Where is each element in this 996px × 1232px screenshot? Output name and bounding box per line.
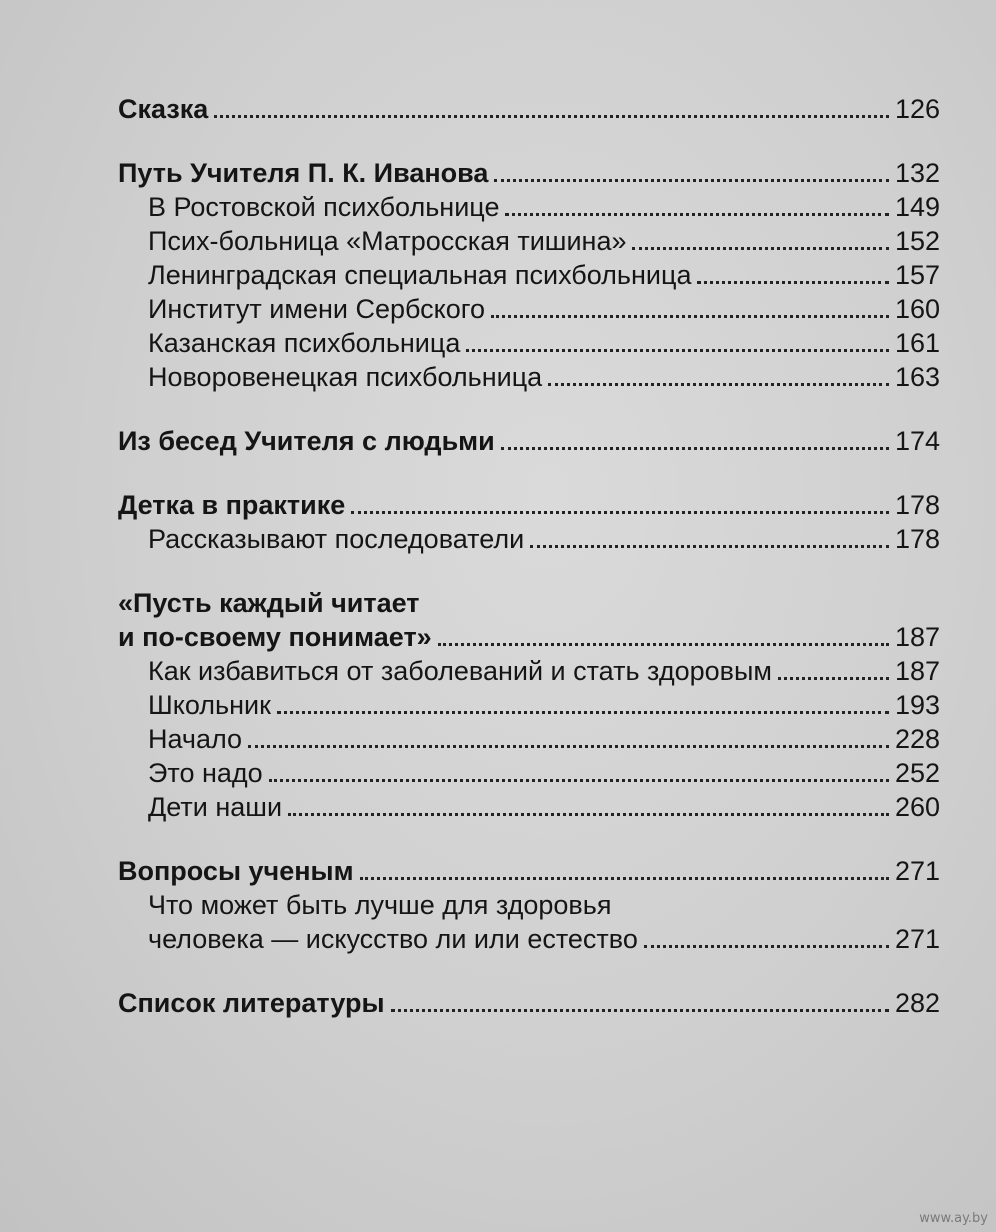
dot-leader: [505, 213, 888, 216]
toc-entry-title: В Ростовской психбольнице: [148, 192, 500, 222]
dot-leader: [632, 247, 888, 250]
toc-section-entry: [118, 190, 940, 224]
toc-chapter-entry: [118, 92, 940, 126]
dot-leader: [288, 813, 889, 816]
toc-chapter-entry: [118, 424, 940, 458]
toc-section-entry: [118, 790, 940, 824]
toc-page-number: 271: [894, 856, 940, 886]
toc-page-number: 252: [894, 758, 940, 788]
toc-section-entry: [118, 888, 940, 956]
toc-page-number: 187: [894, 622, 940, 652]
toc-section-entry: [118, 292, 940, 326]
dot-leader: [214, 115, 889, 118]
toc-chapter-entry: [118, 488, 940, 522]
toc-entry-title: Список литературы: [118, 988, 385, 1018]
toc-entry-title: [118, 586, 432, 654]
toc-section-entry: [118, 522, 940, 556]
toc-entry-title: Вопросы ученым: [118, 856, 354, 886]
toc-entry-title: Казанская психбольница: [148, 328, 461, 358]
toc-page-number: 160: [894, 294, 940, 324]
toc-entry-title: Ленинградская специальная психбольница: [148, 260, 692, 290]
toc-section-entry: [118, 326, 940, 360]
toc-page-number: 187: [894, 656, 940, 686]
toc-entry-title: Сказка: [118, 94, 209, 124]
toc-page-number: 157: [894, 260, 940, 290]
dot-leader: [494, 179, 889, 182]
toc-section-entry: [118, 756, 940, 790]
toc-entry-title: Путь Учителя П. К. Иванова: [118, 158, 489, 188]
dot-leader: [438, 643, 889, 646]
toc-entry-title: Дети наши: [148, 792, 283, 822]
toc-chapter-entry: [118, 586, 940, 654]
toc-entry-title: Новоровенецкая психбольница: [148, 362, 543, 392]
toc-page-number: 161: [894, 328, 940, 358]
dot-leader: [391, 1009, 889, 1012]
toc-entry-title-line: Что может быть лучше для здоровья: [148, 890, 612, 920]
toc-chapter-entry: [118, 156, 940, 190]
toc-entry-title: Институт имени Сербского: [148, 294, 486, 324]
watermark: www.ay.by: [919, 1211, 988, 1226]
dot-leader: [351, 511, 889, 514]
toc-page-number: 271: [894, 924, 940, 954]
toc-entry-title: Как избавиться от заболеваний и стать здоровым: [148, 656, 772, 686]
toc-entry-title: Рассказывают последователи: [148, 524, 525, 554]
toc-entry-title: Начало: [148, 724, 243, 754]
toc-page-number: 174: [894, 426, 940, 456]
toc-page-number: 178: [894, 524, 940, 554]
toc-section-entry: [118, 360, 940, 394]
toc-page-number: 178: [894, 490, 940, 520]
dot-leader: [501, 447, 889, 450]
toc-page-number: 163: [894, 362, 940, 392]
toc-section-entry: [118, 722, 940, 756]
dot-leader: [644, 945, 889, 948]
dot-leader: [548, 383, 889, 386]
toc-page-number: 132: [894, 158, 940, 188]
toc-entry-title-line: человека — искусство ли или естество: [148, 924, 638, 954]
toc-entry-title-line: «Пусть каждый читает: [118, 588, 420, 618]
toc-page-number: 126: [894, 94, 940, 124]
dot-leader: [360, 877, 889, 880]
dot-leader: [778, 677, 889, 680]
toc-section-entry: [118, 258, 940, 292]
dot-leader: [466, 349, 889, 352]
toc-chapter-entry: [118, 986, 940, 1020]
dot-leader: [530, 545, 889, 548]
toc-entry-title: Детка в практике: [118, 490, 346, 520]
dot-leader: [491, 315, 889, 318]
dot-leader: [277, 711, 889, 714]
toc-page-number: 149: [894, 192, 940, 222]
toc-entry-title: Из бесед Учителя с людьми: [118, 426, 495, 456]
dot-leader: [269, 779, 889, 782]
toc-entry-title: Школьник: [148, 690, 271, 720]
toc-page-number: 260: [894, 792, 940, 822]
toc-page-number: 193: [894, 690, 940, 720]
dot-leader: [697, 281, 888, 284]
dot-leader: [248, 745, 889, 748]
toc-page-number: 228: [894, 724, 940, 754]
toc-entry-title-line: и по-своему понимает»: [118, 622, 432, 652]
toc-page-number: 282: [894, 988, 940, 1018]
toc-chapter-entry: [118, 854, 940, 888]
toc-entry-title: [148, 888, 638, 956]
toc-section-entry: [118, 654, 940, 688]
toc-page-number: 152: [894, 226, 940, 256]
toc-section-entry: [118, 224, 940, 258]
toc-entry-title: Это надо: [148, 758, 263, 788]
toc-section-entry: [118, 688, 940, 722]
toc-entry-title: Псих-больница «Матросская тишина»: [148, 226, 627, 256]
table-of-contents: [118, 92, 940, 1020]
